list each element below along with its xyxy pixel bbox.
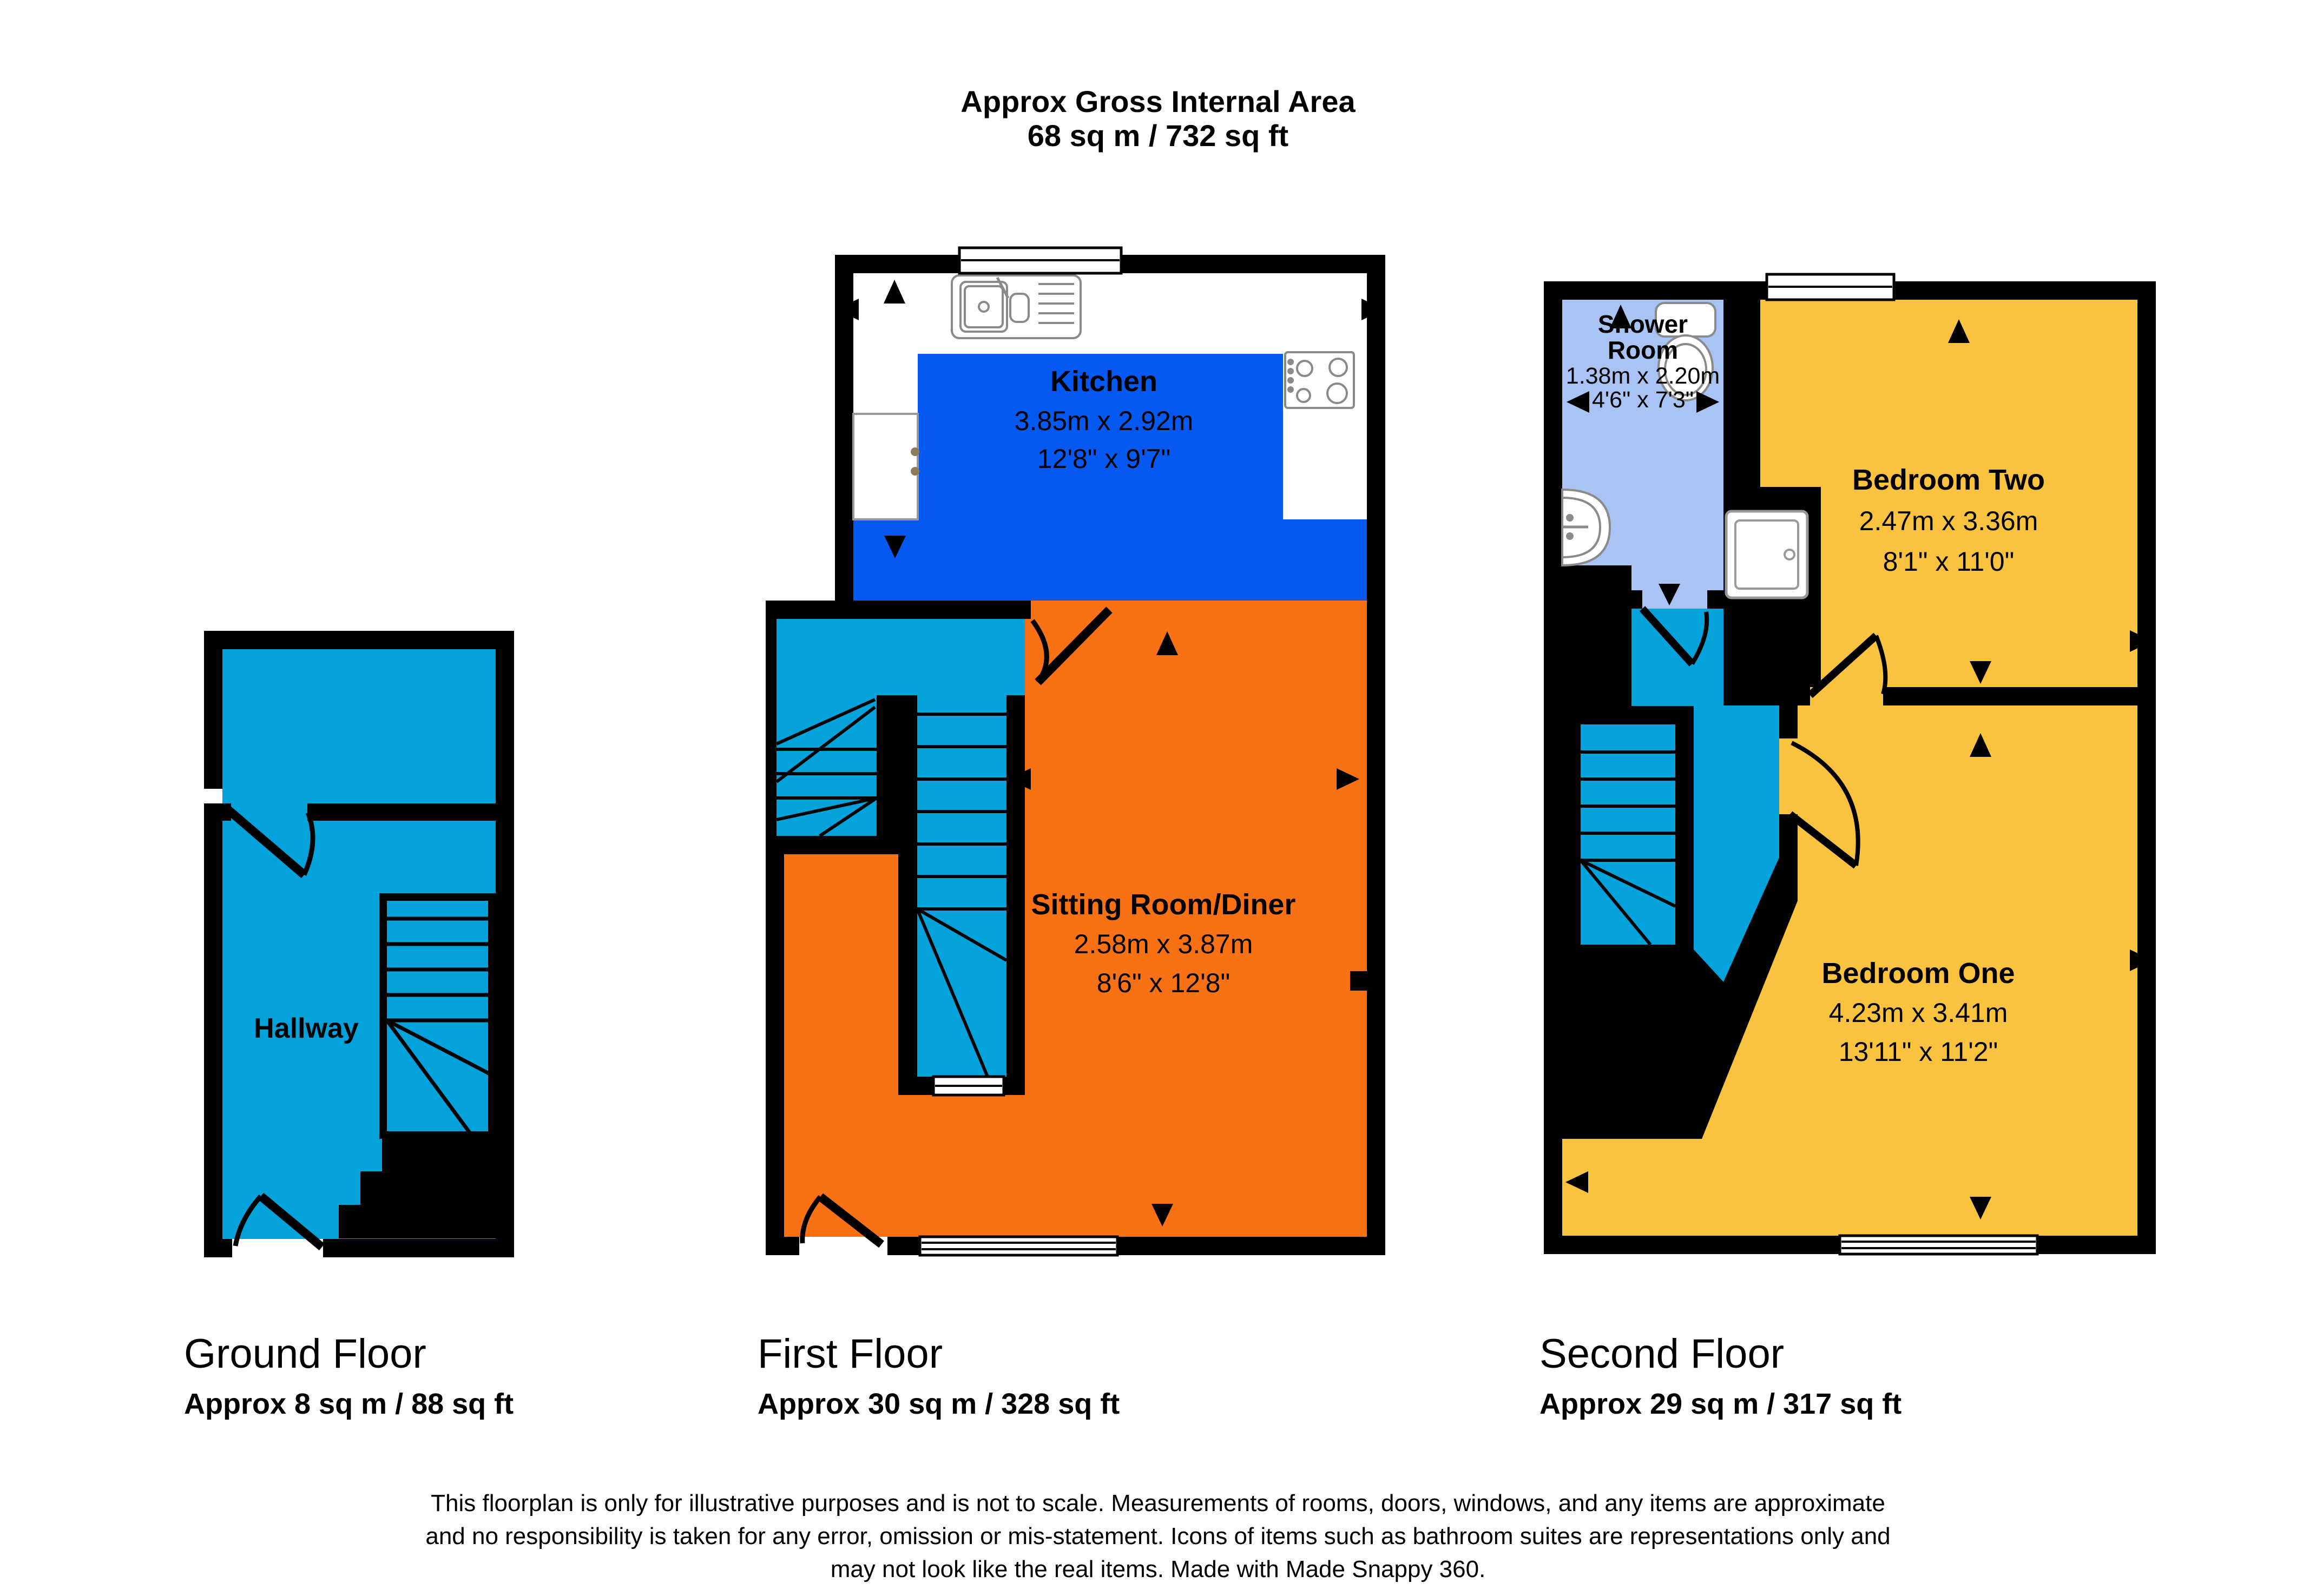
kitchen-label: Kitchen	[1050, 365, 1158, 398]
second-floor-area: Approx 29 sq m / 317 sq ft	[1539, 1388, 1902, 1420]
header-title: Approx Gross Internal Area	[960, 84, 1356, 118]
bedroom-one-dims-ft: 13'11" x 11'2"	[1838, 1037, 1998, 1067]
gross-internal-area-header	[0, 84, 2316, 153]
first-floor-plan	[755, 246, 1393, 1274]
sink-icon	[952, 275, 1081, 338]
ground-floor-plan	[200, 609, 519, 1263]
interior-wall	[307, 803, 496, 821]
bedroom-two-dims-ft: 8'1" x 11'0"	[1883, 546, 2015, 577]
bedroom-one-label: Bedroom One	[1821, 957, 2015, 990]
disclaimer-line-1: This floorplan is only for illustrative purposes and is not to scale. Measurements of rooms, doors, windows, and any items are approximate	[431, 1490, 1885, 1516]
sitting-room-dims-ft: 8'6" x 12'8"	[1096, 968, 1231, 998]
counter-knob-icon	[911, 447, 919, 456]
door-jamb-gap	[204, 789, 222, 803]
hallway-label: Hallway	[254, 1013, 359, 1044]
first-floor-area: Approx 30 sq m / 328 sq ft	[758, 1388, 1120, 1420]
disclaimer-line-3: may not look like the real items. Made with Made Snappy 360.	[830, 1556, 1486, 1582]
bedroom-two-label: Bedroom Two	[1852, 464, 2045, 496]
wall-notch	[1350, 971, 1367, 991]
shower-room-label-line1: Shower	[1597, 310, 1688, 338]
window	[933, 1077, 1004, 1095]
kitchen-dims-ft: 12'8" x 9'7"	[1037, 444, 1171, 474]
kitchen-dims-m: 3.85m x 2.92m	[1014, 406, 1194, 436]
sitting-room-dims-m: 2.58m x 3.87m	[1074, 929, 1253, 959]
bedroom-one-dims-m: 4.23m x 3.41m	[1828, 998, 2008, 1028]
second-floor-plan	[1539, 262, 2167, 1269]
first-floor-caption	[758, 1332, 1120, 1421]
window	[920, 1237, 1117, 1255]
first-floor-title: First Floor	[758, 1331, 943, 1377]
counter	[853, 414, 918, 519]
header-subtitle: 68 sq m / 732 sq ft	[1027, 118, 1289, 153]
door-opening	[1779, 738, 1798, 814]
ground-floor-area: Approx 8 sq m / 88 sq ft	[184, 1388, 514, 1420]
stair-landing	[777, 619, 1025, 695]
shower-tray-icon	[1726, 511, 1807, 598]
window	[1840, 1236, 2037, 1254]
sitting-room-label: Sitting Room/Diner	[1031, 888, 1296, 921]
counter-knob-icon	[911, 467, 919, 476]
second-floor-title: Second Floor	[1539, 1331, 1785, 1377]
window	[1767, 274, 1894, 300]
ground-floor-caption	[184, 1332, 514, 1421]
ground-floor-title: Ground Floor	[184, 1331, 426, 1377]
window	[959, 248, 1121, 273]
second-floor-caption	[1539, 1332, 1902, 1421]
disclaimer	[0, 1487, 2316, 1586]
disclaimer-line-2: and no responsibility is taken for any error, omission or mis-statement. Icons of items such as bathroom suites are representations only and	[425, 1523, 1891, 1549]
shower-room-dims-ft: 4'6" x 7'3"	[1592, 387, 1694, 413]
kitchen-floor	[853, 519, 1367, 601]
shower-room-dims-m: 1.38m x 2.20m	[1565, 363, 1720, 389]
shower-room-label-line2: Room	[1607, 336, 1679, 364]
bedroom-two-dims-m: 2.47m x 3.36m	[1859, 506, 2038, 536]
hob-icon	[1285, 352, 1354, 408]
